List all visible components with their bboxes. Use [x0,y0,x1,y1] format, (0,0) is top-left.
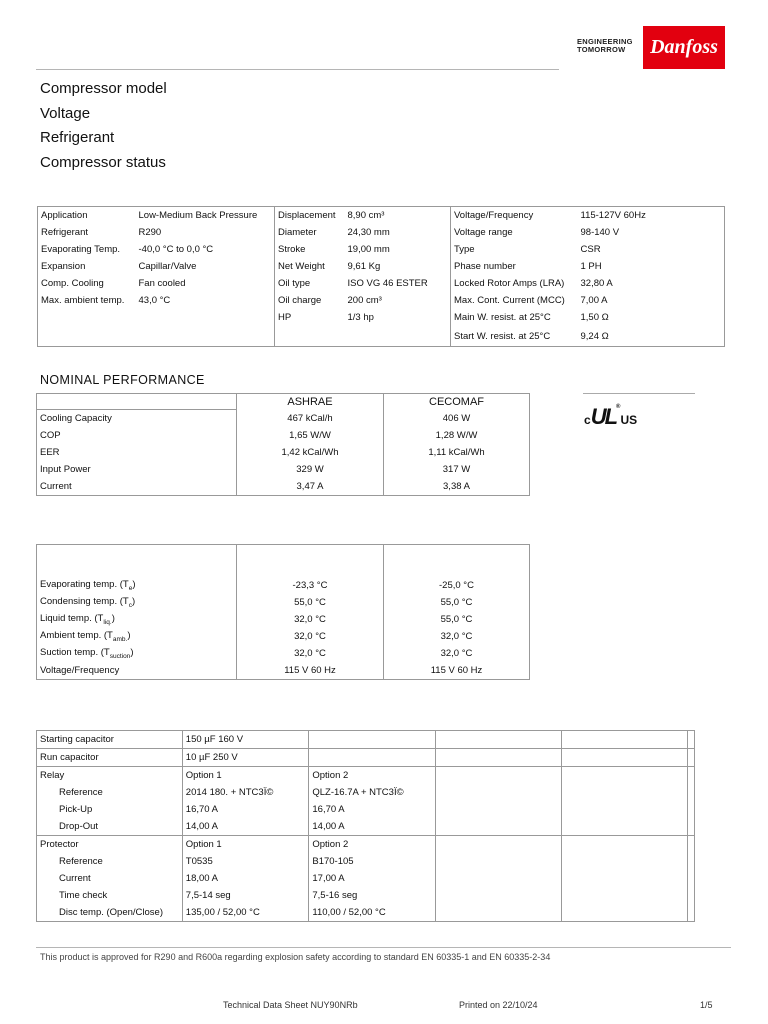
condition-label-text: Suction temp. (T [40,647,110,659]
condition-value-1: 115 V 60 Hz [237,662,384,680]
spec-value-a: Fan cooled [138,278,186,289]
elec-blank [688,853,695,870]
elec-blank [562,870,688,887]
perf-label: Input Power [40,464,91,475]
spec-label-a: Refrigerant [41,227,88,238]
tagline-line-2: TOMORROW [577,45,626,54]
spec-value-b: ISO VG 46 ESTER [347,278,428,289]
spec-value-c: 1,50 Ω [580,312,609,323]
elec-blank [436,801,562,818]
title-voltage: Voltage [40,104,91,122]
elec-option-2: 110,00 / 52,00 °C [309,904,436,922]
condition-value-2: 55,0 °C [384,611,530,628]
condition-label-text: Liquid temp. (T [40,613,104,625]
condition-label-subscript: suction [109,652,131,660]
spec-value-a [136,326,275,347]
approval-note: This product is approved for R290 and R600a regarding explosion safety according to standard EN 60335-1 and EN 60335-2-34 [40,952,551,962]
printed-date: Printed on 22/10/24 [459,1000,538,1010]
conditions-row [37,611,530,628]
elec-label: Pick-Up [37,801,183,818]
test-conditions-table [36,544,530,680]
elec-option-1: 16,70 A [182,801,309,818]
elec-blank [688,749,695,767]
conditions-header-empty [37,545,237,578]
perf-ashrae-value: 1,65 W/W [237,427,384,444]
spec-value-b: 200 cm³ [347,295,382,306]
condition-label-end: ) [130,647,134,659]
spec-label-b: Displacement [275,207,345,225]
elec-blank [562,818,688,836]
elec-option-1: 18,00 A [182,870,309,887]
condition-label [37,645,237,662]
elec-blank [688,784,695,801]
condition-label-text: Condensing temp. (T [40,596,129,608]
elec-option-1: 135,00 / 52,00 °C [182,904,309,922]
condition-value-2: 32,0 °C [384,628,530,645]
elec-option-1: 2014 180. + NTC3Ï© [182,784,309,801]
elec-option-1: 150 µF 160 V [182,731,309,749]
elec-blank [436,853,562,870]
elec-blank [436,887,562,904]
elec-blank [688,818,695,836]
condition-label [37,611,237,628]
specs-row [38,258,725,275]
spec-label-a: Max. ambient temp. [41,295,125,306]
footer-rule [36,947,731,948]
ul-certification-icon [584,404,637,430]
spec-label-b: HP [275,309,345,326]
condition-label-end: ) [132,579,136,591]
title-block [40,77,167,175]
spec-value-c: 98-140 V [580,227,620,238]
elec-option-1: Option 1 [182,767,309,785]
elec-blank [562,731,688,749]
perf-header-row [37,394,530,410]
perf-ashrae-value: 329 W [237,461,384,478]
tagline-line-1: ENGINEERING [577,37,633,46]
elec-option-2: 16,70 A [309,801,436,818]
spec-value-c: CSR [580,244,601,255]
elec-label: Relay [37,767,183,785]
elec-label: Disc temp. (Open/Close) [37,904,183,922]
elec-blank [562,784,688,801]
spec-value-b: 24,30 mm [347,227,390,238]
condition-label-text: Ambient temp. (T [40,630,113,642]
elec-option-1: 14,00 A [182,818,309,836]
specs-row [38,224,725,241]
page-number: 1/5 [700,1000,713,1010]
electrical-row [37,731,695,749]
elec-option-2: QLZ-16.7A + NTC3Ï© [309,784,436,801]
electrical-row [37,870,695,887]
elec-label: Time check [37,887,183,904]
electrical-row [37,767,695,785]
elec-option-2: B170-105 [309,853,436,870]
nominal-performance-table [36,393,530,496]
spec-label-a: Comp. Cooling [41,278,104,289]
spec-label-b: Stroke [275,241,345,258]
perf-row [37,410,530,428]
elec-option-2: 7,5-16 seg [309,887,436,904]
condition-value-1: -23,3 °C [237,577,384,594]
electrical-row [37,801,695,818]
perf-label: COP [40,430,61,441]
spec-label-c: Start W. resist. at 25°C [451,326,578,347]
spec-value-c: 7,00 A [580,295,608,306]
elec-blank [436,749,562,767]
condition-value-1: 32,0 °C [237,611,384,628]
condition-value-2: 115 V 60 Hz [384,662,530,680]
spec-value-a: Low-Medium Back Pressure [138,210,258,221]
spec-label-c: Type [451,241,578,258]
condition-label-subscript: e [128,584,133,592]
elec-blank [688,801,695,818]
perf-header-empty [37,394,237,410]
perf-cecomaf-value: 1,11 kCal/Wh [384,444,530,461]
elec-blank [436,784,562,801]
spec-value-c: 9,24 Ω [580,330,609,342]
electrical-row [37,784,695,801]
condition-label-text: Voltage/Frequency [40,665,120,676]
conditions-row [37,662,530,680]
specs-row [38,309,725,326]
elec-blank [688,767,695,785]
condition-value-2: -25,0 °C [384,577,530,594]
perf-row [37,461,530,478]
title-compressor-model: Compressor model [40,80,167,97]
conditions-header-col-1 [237,545,384,578]
spec-label-c: Max. Cont. Current (MCC) [451,292,578,309]
header-rule [36,69,559,70]
condition-label-subscript: c [128,601,132,609]
conditions-row [37,594,530,611]
spec-value-a: 43,0 °C [138,295,171,306]
spec-label-c: Voltage range [451,224,578,241]
spec-value-b: 19,00 mm [347,244,390,255]
elec-blank [688,870,695,887]
elec-blank [562,749,688,767]
specs-row [38,326,725,347]
cert-us: US [620,413,638,427]
perf-header-cecomaf: CECOMAF [384,394,530,410]
elec-blank [436,818,562,836]
elec-option-1: 7,5-14 seg [182,887,309,904]
elec-blank [562,904,688,922]
perf-cecomaf-value: 1,28 W/W [384,427,530,444]
condition-label-end: ) [127,630,131,642]
sheet-name: Technical Data Sheet NUY90NRb [223,1000,358,1010]
condition-label-end: ) [111,613,115,625]
condition-value-1: 55,0 °C [237,594,384,611]
spec-label-c: Voltage/Frequency [451,207,578,225]
elec-option-2: 14,00 A [309,818,436,836]
spec-label-b: Oil type [275,275,345,292]
logo-text: Danfoss [650,36,718,58]
conditions-row [37,628,530,645]
specs-row [38,241,725,258]
elec-blank [436,836,562,854]
condition-value-1: 32,0 °C [237,645,384,662]
elec-blank [436,904,562,922]
spec-value-a [136,309,275,326]
perf-row [37,444,530,461]
electrical-components-table [36,730,695,922]
spec-value-a: Capillar/Valve [138,261,197,272]
spec-label-a: Application [41,210,88,221]
elec-blank [436,731,562,749]
condition-label-subscript: liq. [103,618,112,626]
perf-header-ashrae: ASHRAE [237,394,384,410]
spec-label-b: Diameter [275,224,345,241]
spec-label-a: Evaporating Temp. [41,244,121,255]
elec-option-2 [309,731,436,749]
elec-label: Protector [37,836,183,854]
specs-row [38,207,725,225]
perf-ashrae-value: 3,47 A [237,478,384,496]
perf-label: EER [40,447,60,458]
elec-label: Reference [37,784,183,801]
perf-ashrae-value: 1,42 kCal/Wh [237,444,384,461]
condition-value-1: 32,0 °C [237,628,384,645]
spec-label-a [38,326,136,347]
elec-blank [562,887,688,904]
perf-cecomaf-value: 317 W [384,461,530,478]
condition-label-end: ) [131,596,136,608]
cert-registered: ® [616,404,621,410]
spec-value-c: 1 PH [580,261,602,272]
elec-label: Run capacitor [37,749,183,767]
elec-blank [562,801,688,818]
elec-blank [688,731,695,749]
brand-tagline [577,38,633,54]
elec-blank [688,904,695,922]
electrical-row [37,887,695,904]
spec-label-a [38,309,136,326]
conditions-header-row [37,545,530,578]
spec-label-b: Oil charge [275,292,345,309]
elec-label: Starting capacitor [37,731,183,749]
elec-blank [688,887,695,904]
specs-row [38,275,725,292]
condition-value-2: 32,0 °C [384,645,530,662]
condition-value-2: 55,0 °C [384,594,530,611]
spec-value-c: 115-127V 60Hz [580,210,646,221]
elec-blank [688,836,695,854]
specs-table [37,206,725,347]
perf-row [37,478,530,496]
elec-option-2: 17,00 A [309,870,436,887]
elec-option-1: Option 1 [182,836,309,854]
spec-value-a: -40,0 °C to 0,0 °C [138,244,214,255]
elec-blank [562,853,688,870]
condition-label [37,577,237,594]
conditions-header-col-2 [384,545,530,578]
elec-label: Current [37,870,183,887]
electrical-row [37,904,695,922]
condition-label [37,594,237,611]
elec-blank [562,767,688,785]
spec-value-c: 32,80 A [580,278,613,289]
specs-row [38,292,725,309]
perf-label: Cooling Capacity [40,413,112,424]
nominal-performance-title: NOMINAL PERFORMANCE [40,373,205,387]
spec-value-b [345,326,451,347]
elec-blank [562,836,688,854]
elec-option-2 [309,749,436,767]
cert-c: c [584,413,591,427]
elec-option-2: Option 2 [309,836,436,854]
elec-option-1: 10 µF 250 V [182,749,309,767]
elec-label: Drop-Out [37,818,183,836]
cert-ul: UL [590,404,617,429]
conditions-row [37,577,530,594]
elec-option-1: T0535 [182,853,309,870]
elec-blank [436,870,562,887]
title-refrigerant: Refrigerant [40,129,115,146]
electrical-row [37,749,695,767]
elec-label: Reference [37,853,183,870]
elec-option-2: Option 2 [309,767,436,785]
spec-label-c: Locked Rotor Amps (LRA) [451,275,578,292]
elec-blank [436,767,562,785]
perf-row [37,427,530,444]
spec-value-b: 9,61 Kg [347,261,381,272]
condition-label [37,662,237,680]
perf-cecomaf-value: 406 W [384,410,530,428]
danfoss-logo [643,26,725,69]
spec-value-b: 8,90 cm³ [347,210,385,221]
electrical-row [37,818,695,836]
perf-ashrae-value: 467 kCal/h [237,410,384,428]
perf-cecomaf-value: 3,38 A [384,478,530,496]
spec-value-a: R290 [138,227,162,238]
condition-label [37,628,237,645]
spec-label-c: Main W. resist. at 25°C [451,309,578,326]
electrical-row [37,836,695,854]
condition-label-subscript: amb. [112,635,128,643]
perf-label: Current [40,481,72,492]
spec-value-b: 1/3 hp [347,312,374,323]
title-compressor-status: Compressor status [40,153,166,171]
electrical-row [37,853,695,870]
spec-label-b [275,326,345,347]
conditions-row [37,645,530,662]
condition-label-text: Evaporating temp. (T [40,579,129,591]
spec-label-a: Expansion [41,261,86,272]
spec-label-c: Phase number [451,258,578,275]
spec-label-b: Net Weight [275,258,345,275]
cert-rule [583,393,695,394]
